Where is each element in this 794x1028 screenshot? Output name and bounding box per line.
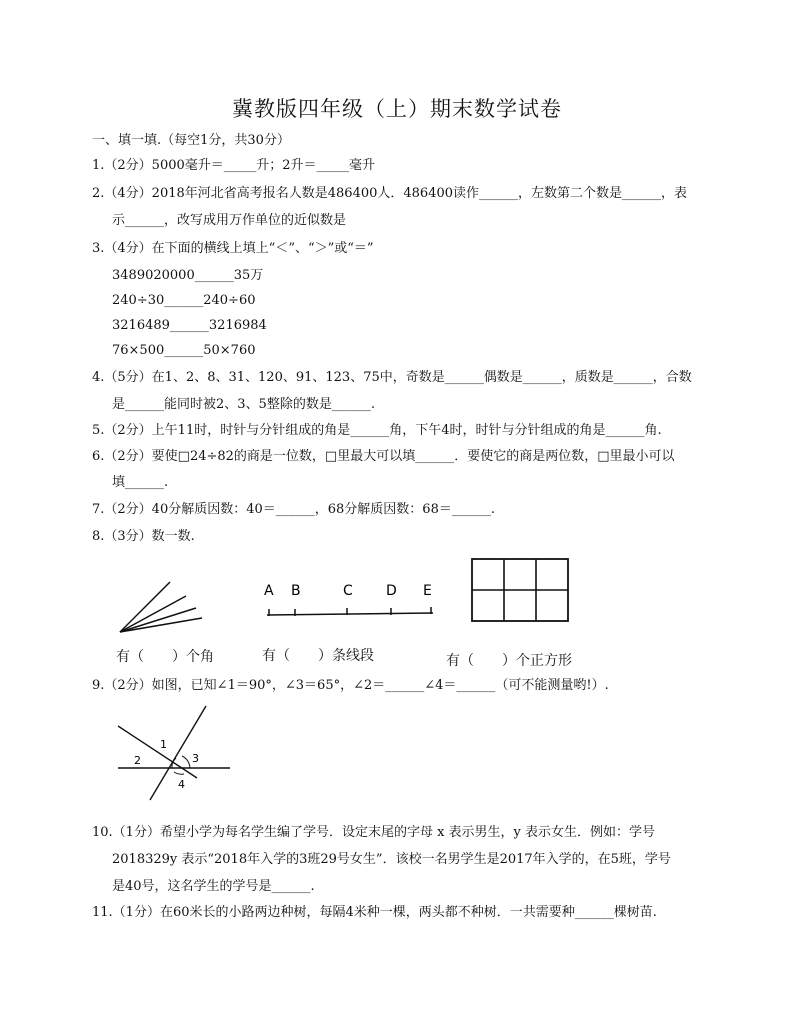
square-grid-figure — [470, 557, 572, 627]
angle-label: 4 — [178, 778, 185, 791]
question-11: 11.（1分）在60米长的小路两边种树，每隔4米种一棵，两头都不种树．一共需要种______棵树苗. — [92, 905, 657, 920]
question-3-item: 240÷30______240÷60 — [112, 293, 256, 308]
question-4-cont: 是______能同时被2、3、5整除的数是______. — [112, 397, 375, 412]
point-label: D — [386, 583, 397, 599]
question-2: 2.（4分）2018年河北省高考报名人数是486400人．486400读作______，左数第二个数是______，表 — [92, 186, 688, 201]
angle-label: 2 — [134, 754, 141, 767]
question-2-cont: 示______，改写成用万作单位的近似数是 — [112, 213, 347, 228]
point-label: A — [264, 583, 274, 599]
point-label: C — [343, 583, 353, 599]
angles-intersection-figure — [112, 702, 242, 806]
angle-rays-figure — [110, 568, 230, 640]
question-10-cont: 是40号，这名学生的学号是______. — [112, 879, 315, 894]
question-7: 7.（2分）40分解质因数：40＝______，68分解质因数：68＝______. — [92, 502, 495, 517]
perpendicular-line — [118, 726, 197, 778]
question-8: 8.（3分）数一数. — [92, 529, 195, 544]
angle-label: 3 — [192, 752, 199, 765]
question-4: 4.（5分）在1、2、8、31、120、91、123、75中，奇数是______偶数是______，质数是______，合数 — [92, 370, 692, 385]
point-label: E — [423, 583, 432, 599]
question-6-cont: 填______. — [112, 475, 169, 490]
question-3-item: 3216489______3216984 — [112, 318, 267, 333]
question-10: 10.（1分）希望小学为每名学生编了学号．设定末尾的字母 x 表示男生，y 表示女生．例如：学号 — [92, 825, 656, 840]
question-9: 9.（2分）如图，已知∠1＝90°，∠3＝65°，∠2＝______∠4＝______（可不能测量哟!）. — [92, 678, 609, 693]
question-5: 5.（2分）上午11时，时针与分针组成的角是______角，下午4时，时针与分针组成的角是______角. — [92, 423, 662, 438]
question-6: 6.（2分）要使□24÷82的商是一位数，□里最大可以填______．要使它的商是两位数，□里最小可以 — [92, 449, 675, 464]
caption-segments: 有（ ）条线段 — [262, 648, 374, 664]
question-1: 1.（2分）5000毫升＝_____升；2升＝_____毫升 — [92, 158, 376, 173]
question-3: 3.（4分）在下面的横线上填上“＜”、“＞”或“＝” — [92, 241, 374, 256]
question-3-item: 3489020000______35万 — [112, 268, 264, 283]
page-title: 冀教版四年级（上）期末数学试卷 — [232, 97, 562, 121]
caption-squares: 有（ ）个正方形 — [446, 653, 572, 669]
line-segment-figure — [255, 575, 445, 625]
question-3-item: 76×500______50×760 — [112, 343, 256, 358]
question-10-cont: 2018329y 表示“2018年入学的3班29号女生”．该校一名男学生是2017年入学的，在5班，学号 — [112, 852, 671, 867]
angle-label: 1 — [160, 738, 167, 751]
point-label: B — [291, 583, 301, 599]
caption-angles: 有（ ）个角 — [116, 649, 214, 665]
segment-line — [267, 613, 433, 615]
section-heading: 一、填一填.（每空1分，共30分） — [92, 133, 290, 148]
